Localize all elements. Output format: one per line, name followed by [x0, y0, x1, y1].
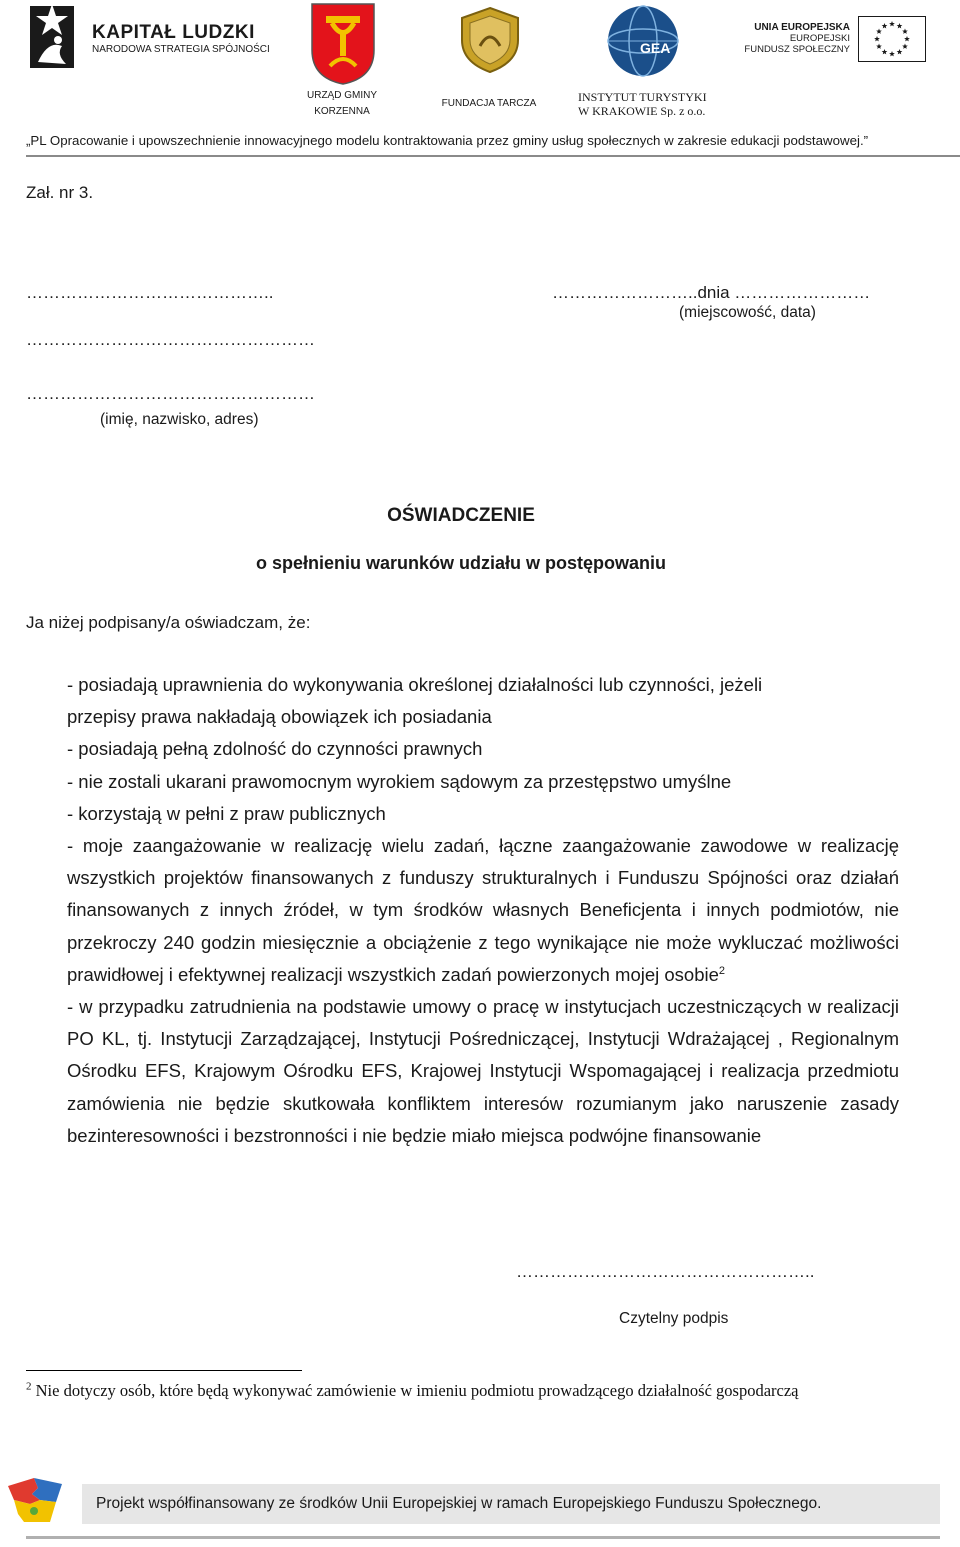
eu-flag-icon	[858, 16, 926, 62]
instytut-label-line2: W KRAKOWIE Sp. z o.o.	[578, 104, 706, 117]
tarcza-shield-icon	[460, 6, 520, 74]
signature-line: ……………………………………………..	[516, 1262, 815, 1281]
footer-divider	[26, 1536, 940, 1539]
footnote-number: 2	[26, 1380, 32, 1393]
korzenna-coat-of-arms-icon	[310, 2, 376, 86]
clause-1-line-2: przepisy prawa nakładają obowiązek ich posiadania	[67, 706, 492, 728]
attachment-number: Zał. nr 3.	[26, 183, 94, 202]
instytut-label-line1: INSTYTUT TURYSTYKI	[578, 90, 707, 104]
gea-label: GEA	[640, 40, 671, 56]
document-subtitle: o spełnieniu warunków udziału w postępowaniu	[255, 553, 667, 573]
clause-4: - korzystają w pełni z praw publicznych	[67, 802, 386, 824]
footer-text: Projekt współfinansowany ze środków Unii Europejskiej w ramach Europejskiego Funduszu Społecznego.	[96, 1495, 822, 1512]
clause-5	[67, 830, 899, 991]
kapital-ludzki-emblem-icon	[28, 2, 88, 72]
intro-statement: Ja niżej podpisany/a oświadczam, że:	[26, 613, 311, 632]
document-title: OŚWIADCZENIE	[387, 505, 535, 526]
clauses-list	[67, 669, 899, 1152]
clause-6: - w przypadku zatrudnienia na podstawie umowy o pracę w instytucjach uczestniczących w realizacji PO KL, tj. Instytucji Zarządzającej, Instytucji Pośredniczącej, Instytucji Wdrażającej , Regionalnym Ośrodku EFS, Krajowym Ośrodku EFS, Krajowej Instytucji Wspomagającej i realizacja przedmiotu zamówienia nie będzie skutkowała konfliktem interesów rozumianym jako naruszenie zasady bezinteresowności i bezstronności i nie będzie miało miejsca podwójne finansowanie	[67, 996, 899, 1146]
korzenna-label: KORZENNA	[314, 106, 370, 117]
fundacja-tarcza-label: FUNDACJA TARCZA	[441, 98, 537, 109]
place-date-field: ……………………..dnia ……………………	[552, 283, 871, 302]
name-field-caption: (imię, nazwisko, adres)	[100, 411, 259, 428]
eu-label-line1: UNIA EUROPEJSKA	[754, 22, 850, 33]
signature-caption: Czytelny podpis	[619, 1310, 729, 1327]
header-divider	[26, 155, 960, 157]
name-field-line-1: ……………………………………..	[26, 283, 274, 302]
eu-label-line2: EUROPEJSKI	[789, 33, 850, 44]
name-field-line-3: ……………………………………………	[26, 384, 315, 403]
clause-2: - posiadają pełną zdolność do czynności prawnych	[67, 738, 483, 760]
clause-1	[67, 669, 899, 733]
puzzle-logo-icon	[4, 1476, 66, 1526]
name-field-line-2: ……………………………………………	[26, 330, 315, 349]
eu-label-line3: FUNDUSZ SPOŁECZNY	[744, 44, 850, 55]
footnote-text: Nie dotyczy osób, które będą wykonywać zamówienie w imieniu podmiotu prowadzącego działalność gospodarczą	[35, 1381, 799, 1400]
eu-label	[744, 22, 850, 55]
urzad-gminy-label: URZĄD GMINY	[307, 90, 377, 101]
clause-5-text: - moje zaangażowanie w realizację wielu zadań, łączne zaangażowanie zawodowe w realizację wszystkich projektów finansowanych z funduszy strukturalnych i Funduszu Spójności oraz działań finansowanych z innych źródeł, w tym środków własnych Beneficjenta i innych podmiotów, nie przekroczy 240 godzin miesięcznie a obciążenie z tego wynikające nie może wykluczać możliwości prawidłowej i efektywnej realizacji wszystkich zadań powierzonych mojej osobie	[67, 835, 899, 985]
place-date-caption: (miejscowość, data)	[679, 304, 816, 321]
clause-1-line-1: - posiadają uprawnienia do wykonywania określonej działalności lub czynności, jeżeli	[67, 674, 763, 695]
footnote-separator	[26, 1370, 302, 1371]
clause-3: - nie zostali ukarani prawomocnym wyrokiem sądowym za przestępstwo umyślne	[67, 770, 732, 792]
project-quote: „PL Opracowanie i upowszechnienie innowacyjnego modelu kontraktowania przez gminy usług społecznych w zakresie edukacji podstawowej.”	[26, 133, 869, 148]
footnote-ref: 2	[718, 964, 726, 977]
kapital-ludzki-subtitle: NARODOWA STRATEGIA SPÓJNOŚCI	[92, 44, 270, 55]
kapital-ludzki-title: KAPITAŁ LUDZKI	[92, 22, 255, 43]
footnote	[26, 1381, 856, 1400]
